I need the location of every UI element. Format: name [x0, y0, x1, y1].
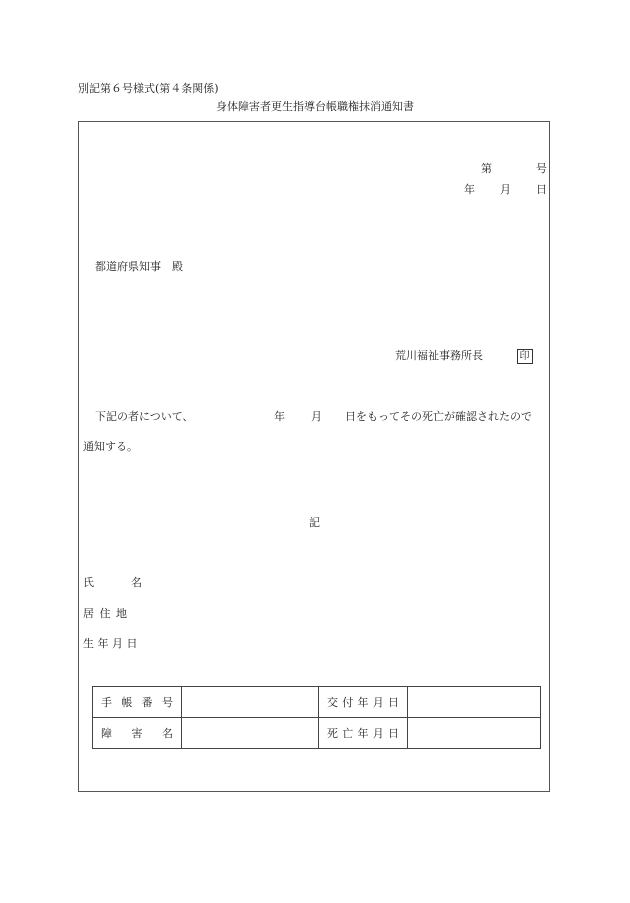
issuer — [395, 347, 533, 364]
label-char: 月 — [372, 696, 384, 709]
body-text-part1: 下記の者について、 — [95, 410, 194, 423]
label-char: 日 — [388, 727, 399, 740]
body-text-part2: 日をもってその死亡が確認されたので — [345, 410, 532, 423]
disability-name-label — [93, 718, 182, 749]
body-year: 年 — [274, 410, 285, 423]
document-title: 身体障害者更生指導台帳職権抹消通知書 — [216, 100, 414, 113]
label-char: 年 — [357, 696, 369, 709]
form-number-label: 別記第６号様式(第４条関係) — [78, 82, 219, 95]
date-day: 日 — [536, 183, 547, 196]
label-char: 死 — [327, 727, 338, 740]
label-char: 帳 — [121, 696, 133, 709]
label-char: 年 — [357, 727, 369, 740]
addressee: 都道府県知事 殿 — [95, 260, 183, 273]
label-char: 害 — [131, 727, 143, 740]
label-char: 亡 — [342, 727, 354, 740]
table-row — [93, 718, 541, 749]
table-row — [93, 687, 541, 718]
body-text-line2: 通知する。 — [83, 440, 138, 453]
issue-date-value[interactable] — [408, 687, 541, 718]
issue-date-label — [319, 687, 408, 718]
number-prefix: 第 — [481, 162, 492, 175]
death-date-value[interactable] — [408, 718, 541, 749]
disability-name-value[interactable] — [182, 718, 319, 749]
birth-label: 生 年 月 日 — [83, 637, 138, 650]
name-label-2: 名 — [131, 576, 142, 589]
label-char: 名 — [162, 727, 173, 740]
seal-mark: 印 — [517, 349, 533, 364]
death-date-label — [319, 718, 408, 749]
notebook-number-label — [93, 687, 182, 718]
issuer-name: 荒川福祉事務所長 — [395, 349, 483, 362]
label-char: 障 — [101, 727, 112, 740]
date-month: 月 — [500, 183, 511, 196]
name-label-1: 氏 — [83, 576, 94, 589]
address-label: 居 住 地 — [83, 607, 127, 620]
info-table — [92, 686, 541, 749]
form-frame — [78, 121, 550, 792]
ki-heading: 記 — [309, 516, 320, 529]
label-char: 月 — [372, 727, 384, 740]
label-char: 付 — [342, 696, 354, 709]
label-char: 号 — [161, 696, 173, 709]
label-char: 交 — [327, 696, 338, 709]
number-suffix: 号 — [536, 162, 547, 175]
notebook-number-value[interactable] — [182, 687, 319, 718]
body-month: 月 — [311, 410, 322, 423]
label-char: 番 — [141, 696, 153, 709]
date-year: 年 — [464, 183, 475, 196]
label-char: 日 — [388, 696, 399, 709]
label-char: 手 — [101, 696, 112, 709]
